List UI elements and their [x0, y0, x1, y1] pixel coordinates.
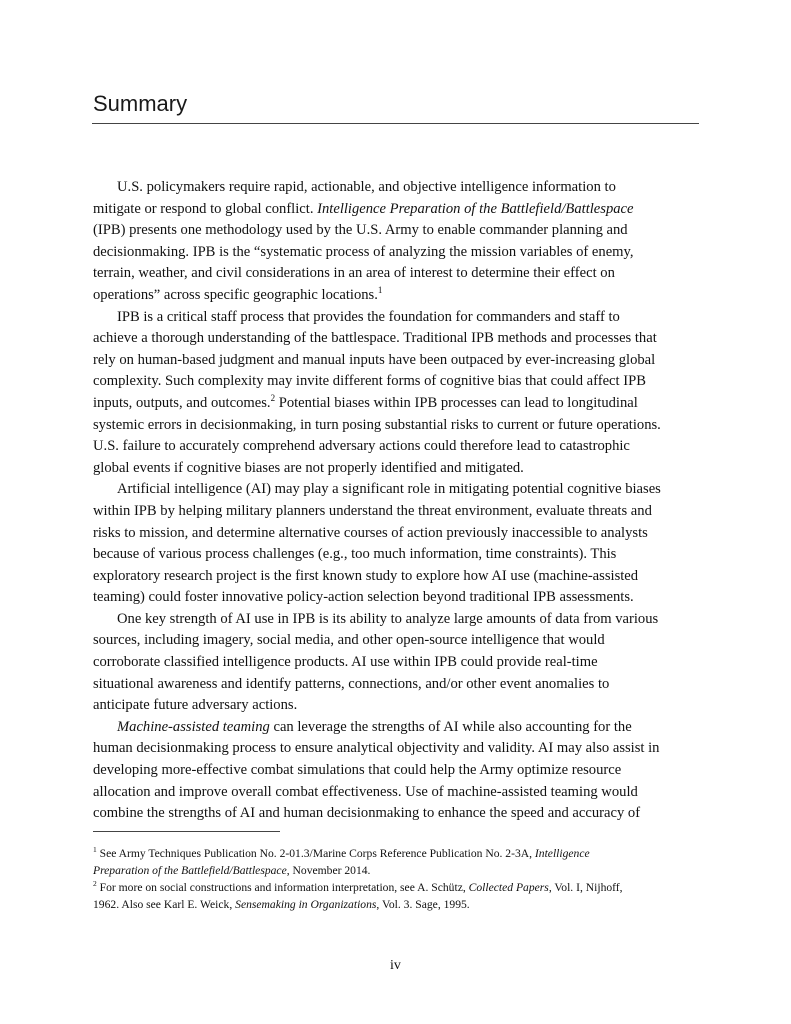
- italic-title: Intelligence: [534, 847, 590, 860]
- footnote-marker: 1: [377, 284, 383, 295]
- footnote: [93, 845, 705, 879]
- footnote-line: $^1$ See Army Techniques Publication No. 2-01.3/Marine Corps Reference Publication No. 2-3A, Intelligence: [93, 845, 590, 860]
- text-line: U.S. failure to accurately comprehend adversary actions could therefore lead to catastrophic: [93, 438, 630, 455]
- text-line: situational awareness and identify patterns, connections, and/or other event anomalies to: [93, 675, 610, 692]
- text-line: IPB is a critical staff process that provides the foundation for commanders and staff to: [117, 308, 620, 325]
- footnote-marker: 1: [93, 845, 97, 854]
- page-number: iv: [390, 958, 401, 973]
- italic-title: Sensemaking in Organizations: [235, 898, 377, 911]
- text-line: decisionmaking. IPB is the “systematic process of analyzing the mission variables of enemy,: [93, 243, 634, 260]
- text-line: corroborate classified intelligence products. AI use within IPB could provide real-time: [93, 654, 598, 671]
- text-line: combine the strengths of AI and human decisionmaking to enhance the speed and accuracy of: [93, 805, 641, 822]
- text-line: (IPB) presents one methodology used by the U.S. Army to enable commander planning and: [93, 222, 628, 239]
- footnote-marker: 2: [270, 392, 276, 403]
- text-line: achieve a thorough understanding of the battlespace. Traditional IPB methods and processes that: [93, 330, 657, 347]
- footnotes: [93, 845, 705, 913]
- paragraph: [93, 177, 705, 307]
- paragraph: [93, 307, 705, 480]
- text-line: complexity. Such complexity may invite different forms of cognitive bias that could affect IPB: [93, 373, 646, 390]
- text-line: terrain, weather, and civil considerations in an area of interest to determine their effect on: [93, 265, 615, 282]
- heading-underline: [92, 123, 699, 124]
- italic-title: Preparation of the Battlefield/Battlespace: [93, 864, 287, 877]
- italic-title: Intelligence Preparation of the Battlefield/Battlespace: [317, 200, 634, 217]
- text-line: rely on human-based judgment and manual inputs have been outpaced by ever-increasing global: [93, 351, 656, 368]
- text-line: One key strength of AI use in IPB is its ability to analyze large amounts of data from various: [117, 610, 659, 627]
- footnote-separator: [93, 831, 280, 832]
- text-line: Artificial intelligence (AI) may play a significant role in mitigating potential cognitive biases: [117, 481, 661, 498]
- footnote-line: $^2$ For more on social constructions and information interpretation, see A. Schütz, Collected Papers, Vol. I, Nijhoff,: [93, 879, 623, 894]
- text-line: mitigate or respond to global conflict. Intelligence Preparation of the Battlefield/Battlespace: [93, 200, 634, 217]
- section-heading: Summary: [93, 91, 188, 116]
- text-line: within IPB by helping military planners understand the threat environment, evaluate threats and: [93, 502, 652, 519]
- text-line: inputs, outputs, and outcomes.$^2$ Potential biases within IPB processes can lead to longitudinal: [93, 392, 638, 411]
- paragraph: [93, 717, 705, 825]
- footnote-marker: 2: [93, 879, 97, 888]
- paragraph: [93, 479, 705, 609]
- text-line: exploratory research project is the first known study to explore how AI use (machine-assisted: [93, 567, 639, 584]
- text-line: U.S. policymakers require rapid, actionable, and objective intelligence information to: [117, 179, 616, 195]
- italic-title: Machine-assisted teaming: [117, 718, 270, 735]
- text-line: risks to mission, and determine alternative courses of action previously inaccessible to analysts: [93, 524, 648, 541]
- text-line: anticipate future adversary actions.: [93, 697, 298, 714]
- footnote-line: 1962. Also see Karl E. Weick, Sensemaking in Organizations, Vol. 3. Sage, 1995.: [93, 898, 470, 911]
- text-line: human decisionmaking process to ensure analytical objectivity and validity. AI may also assist in: [93, 740, 660, 757]
- paragraph: [93, 609, 705, 717]
- summary-body: [93, 177, 705, 825]
- text-line: because of various process challenges (e.g., too much information, time constraints). This: [93, 546, 617, 563]
- text-line: global events if cognitive biases are not properly identified and mitigated.: [93, 459, 524, 476]
- text-line: developing more-effective combat simulations that could help the Army optimize resource: [93, 762, 622, 779]
- text-line: Machine-assisted teaming can leverage the strengths of AI while also accounting for the: [117, 718, 632, 735]
- text-line: operations” across specific geographic locations.$^1$: [93, 284, 383, 303]
- text-line: sources, including imagery, social media, and other open-source intelligence that would: [93, 632, 605, 649]
- footnote: [93, 879, 705, 913]
- text-line: teaming) could foster innovative policy-action selection beyond traditional IPB assessments.: [93, 589, 634, 606]
- italic-title: Collected Papers: [468, 881, 549, 894]
- text-line: systemic errors in decisionmaking, in turn posing substantial risks to current or future operations.: [93, 416, 661, 433]
- footnote-line: Preparation of the Battlefield/Battlespace, November 2014.: [93, 864, 371, 877]
- text-line: allocation and improve overall combat effectiveness. Use of machine-assisted teaming would: [93, 783, 638, 800]
